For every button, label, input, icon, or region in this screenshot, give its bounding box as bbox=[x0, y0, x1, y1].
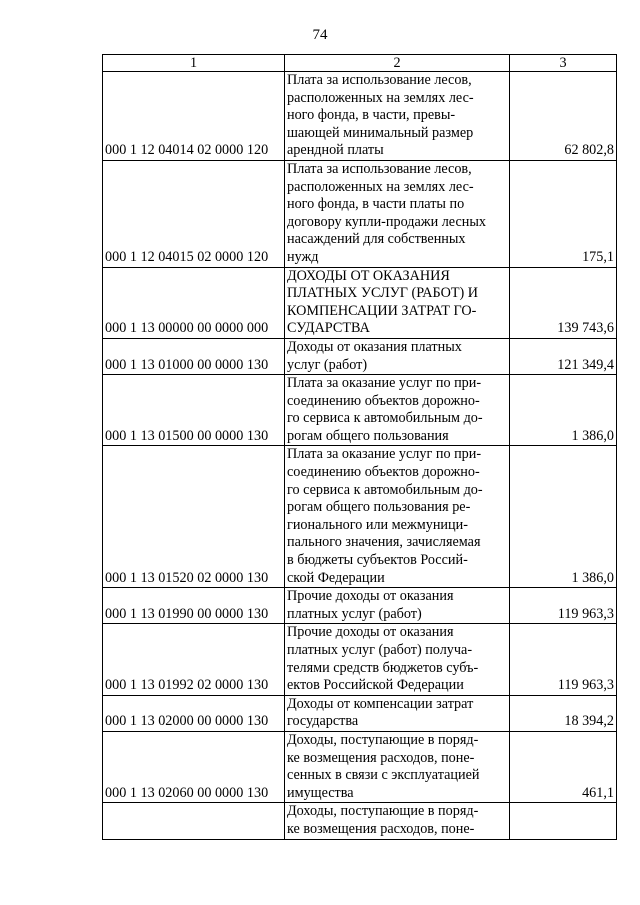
revenue-name bbox=[285, 72, 510, 161]
revenue-name-line: Доходы от компенсации затрат bbox=[287, 695, 474, 712]
revenue-amount bbox=[510, 803, 617, 839]
revenue-name-line: Доходы, поступающие в поряд- bbox=[287, 803, 479, 820]
revenue-amount: 62 802,8 bbox=[510, 72, 617, 161]
revenue-name-line: в бюджеты субъектов Россий- bbox=[287, 552, 468, 569]
revenue-name-line: рогам общего пользования ре- bbox=[287, 499, 471, 516]
revenue-name-line: сенных в связи с эксплуатацией bbox=[287, 767, 480, 784]
revenue-name-line: Плата за использование лесов, bbox=[287, 160, 472, 177]
revenue-name-line: КОМПЕНСАЦИИ ЗАТРАТ ГО- bbox=[287, 302, 477, 319]
budget-revenue-table bbox=[102, 54, 617, 840]
table-row bbox=[103, 72, 617, 161]
revenue-name-line: платных услуг (работ) получа- bbox=[287, 642, 473, 658]
revenue-name-line: телями средств бюджетов субъ- bbox=[287, 659, 479, 676]
revenue-name-line: ДОХОДЫ ОТ ОКАЗАНИЯ bbox=[287, 267, 450, 284]
revenue-name-line: Плата за оказание услуг по при- bbox=[287, 375, 482, 392]
revenue-name bbox=[285, 695, 510, 731]
revenue-name-line: расположенных на землях лес- bbox=[287, 178, 474, 195]
revenue-name-line: имущества bbox=[287, 784, 354, 801]
revenue-name bbox=[285, 624, 510, 695]
revenue-name-line: гионального или межмуници- bbox=[287, 516, 468, 533]
revenue-name-line: го сервиса к автомобильным до- bbox=[287, 481, 483, 498]
revenue-name bbox=[285, 338, 510, 374]
budget-classification-code: 000 1 13 01000 00 0000 130 bbox=[103, 338, 285, 374]
revenue-name-line: пального значения, зачисляемая bbox=[287, 534, 481, 551]
revenue-amount: 175,1 bbox=[510, 160, 617, 267]
revenue-name-line: ке возмещения расходов, поне- bbox=[287, 749, 475, 766]
revenue-amount: 18 394,2 bbox=[510, 695, 617, 731]
revenue-name-line: Прочие доходы от оказания bbox=[287, 624, 454, 641]
budget-classification-code: 000 1 13 00000 00 0000 000 bbox=[103, 267, 285, 338]
budget-classification-code: 000 1 13 02060 00 0000 130 bbox=[103, 731, 285, 802]
revenue-name-line: СУДАРСТВА bbox=[287, 320, 370, 337]
budget-classification-code: 000 1 13 01520 02 0000 130 bbox=[103, 446, 285, 588]
column-number-header-row bbox=[103, 55, 617, 72]
revenue-name-line: Доходы, поступающие в поряд- bbox=[287, 731, 479, 748]
revenue-name-line: ской Федерации bbox=[287, 569, 385, 586]
revenue-name-line: рогам общего пользования bbox=[287, 427, 449, 444]
budget-classification-code: 000 1 13 01990 00 0000 130 bbox=[103, 588, 285, 624]
table-row bbox=[103, 695, 617, 731]
revenue-name bbox=[285, 267, 510, 338]
revenue-name-line: го сервиса к автомобильным до- bbox=[287, 410, 483, 427]
budget-classification-code: 000 1 12 04015 02 0000 120 bbox=[103, 160, 285, 267]
revenue-amount: 1 386,0 bbox=[510, 375, 617, 446]
column-header-amount: 3 bbox=[510, 55, 617, 72]
revenue-name-line: ектов Российской Федерации bbox=[287, 677, 464, 694]
revenue-name-line: ПЛАТНЫХ УСЛУГ (РАБОТ) И bbox=[287, 285, 479, 302]
revenue-amount: 461,1 bbox=[510, 731, 617, 802]
revenue-name bbox=[285, 375, 510, 446]
budget-classification-code: 000 1 13 01500 00 0000 130 bbox=[103, 375, 285, 446]
budget-classification-code bbox=[103, 803, 285, 839]
revenue-name-line: ке возмещения расходов, поне- bbox=[287, 820, 475, 837]
revenue-name-line: соединению объектов дорожно- bbox=[287, 392, 480, 409]
revenue-amount: 1 386,0 bbox=[510, 446, 617, 588]
column-header-name: 2 bbox=[285, 55, 510, 72]
revenue-name-line: арендной платы bbox=[287, 142, 384, 159]
revenue-amount: 139 743,6 bbox=[510, 267, 617, 338]
revenue-amount: 119 963,3 bbox=[510, 588, 617, 624]
revenue-name-line: договору купли-продажи лесных bbox=[287, 213, 486, 230]
revenue-name bbox=[285, 731, 510, 802]
revenue-name-line: соединению объектов дорожно- bbox=[287, 464, 480, 481]
revenue-name-line: ного фонда, в части, превы- bbox=[287, 107, 456, 124]
column-header-code: 1 bbox=[103, 55, 285, 72]
revenue-amount: 119 963,3 bbox=[510, 624, 617, 695]
revenue-name-line: услуг (работ) bbox=[287, 356, 368, 373]
revenue-name-line: расположенных на землях лес- bbox=[287, 89, 474, 106]
table-row bbox=[103, 624, 617, 695]
revenue-name-line: Прочие доходы от оказания bbox=[287, 588, 454, 605]
revenue-name-line: государства bbox=[287, 713, 359, 730]
table-row bbox=[103, 803, 617, 839]
revenue-name-line: платных услуг (работ) bbox=[287, 605, 422, 622]
revenue-name-line: насаждений для собственных bbox=[287, 231, 466, 248]
budget-classification-code: 000 1 12 04014 02 0000 120 bbox=[103, 72, 285, 161]
revenue-name bbox=[285, 446, 510, 588]
revenue-name-line: шающей минимальный размер bbox=[287, 124, 474, 141]
page-number: 74 bbox=[312, 27, 328, 43]
revenue-name-line: нужд bbox=[287, 248, 319, 265]
revenue-name bbox=[285, 803, 510, 839]
table-row bbox=[103, 160, 617, 267]
revenue-name-line: Плата за оказание услуг по при- bbox=[287, 446, 482, 463]
budget-classification-code: 000 1 13 02000 00 0000 130 bbox=[103, 695, 285, 731]
table-row bbox=[103, 446, 617, 588]
revenue-name-line: Доходы от оказания платных bbox=[287, 338, 462, 355]
revenue-name-line: ного фонда, в части платы по bbox=[287, 196, 465, 213]
table-row bbox=[103, 731, 617, 802]
budget-classification-code: 000 1 13 01992 02 0000 130 bbox=[103, 624, 285, 695]
revenue-name bbox=[285, 588, 510, 624]
table-row bbox=[103, 267, 617, 338]
table-row bbox=[103, 588, 617, 624]
revenue-name-line: Плата за использование лесов, bbox=[287, 72, 472, 88]
revenue-name bbox=[285, 160, 510, 267]
table-row bbox=[103, 338, 617, 374]
table-row bbox=[103, 375, 617, 446]
revenue-amount: 121 349,4 bbox=[510, 338, 617, 374]
